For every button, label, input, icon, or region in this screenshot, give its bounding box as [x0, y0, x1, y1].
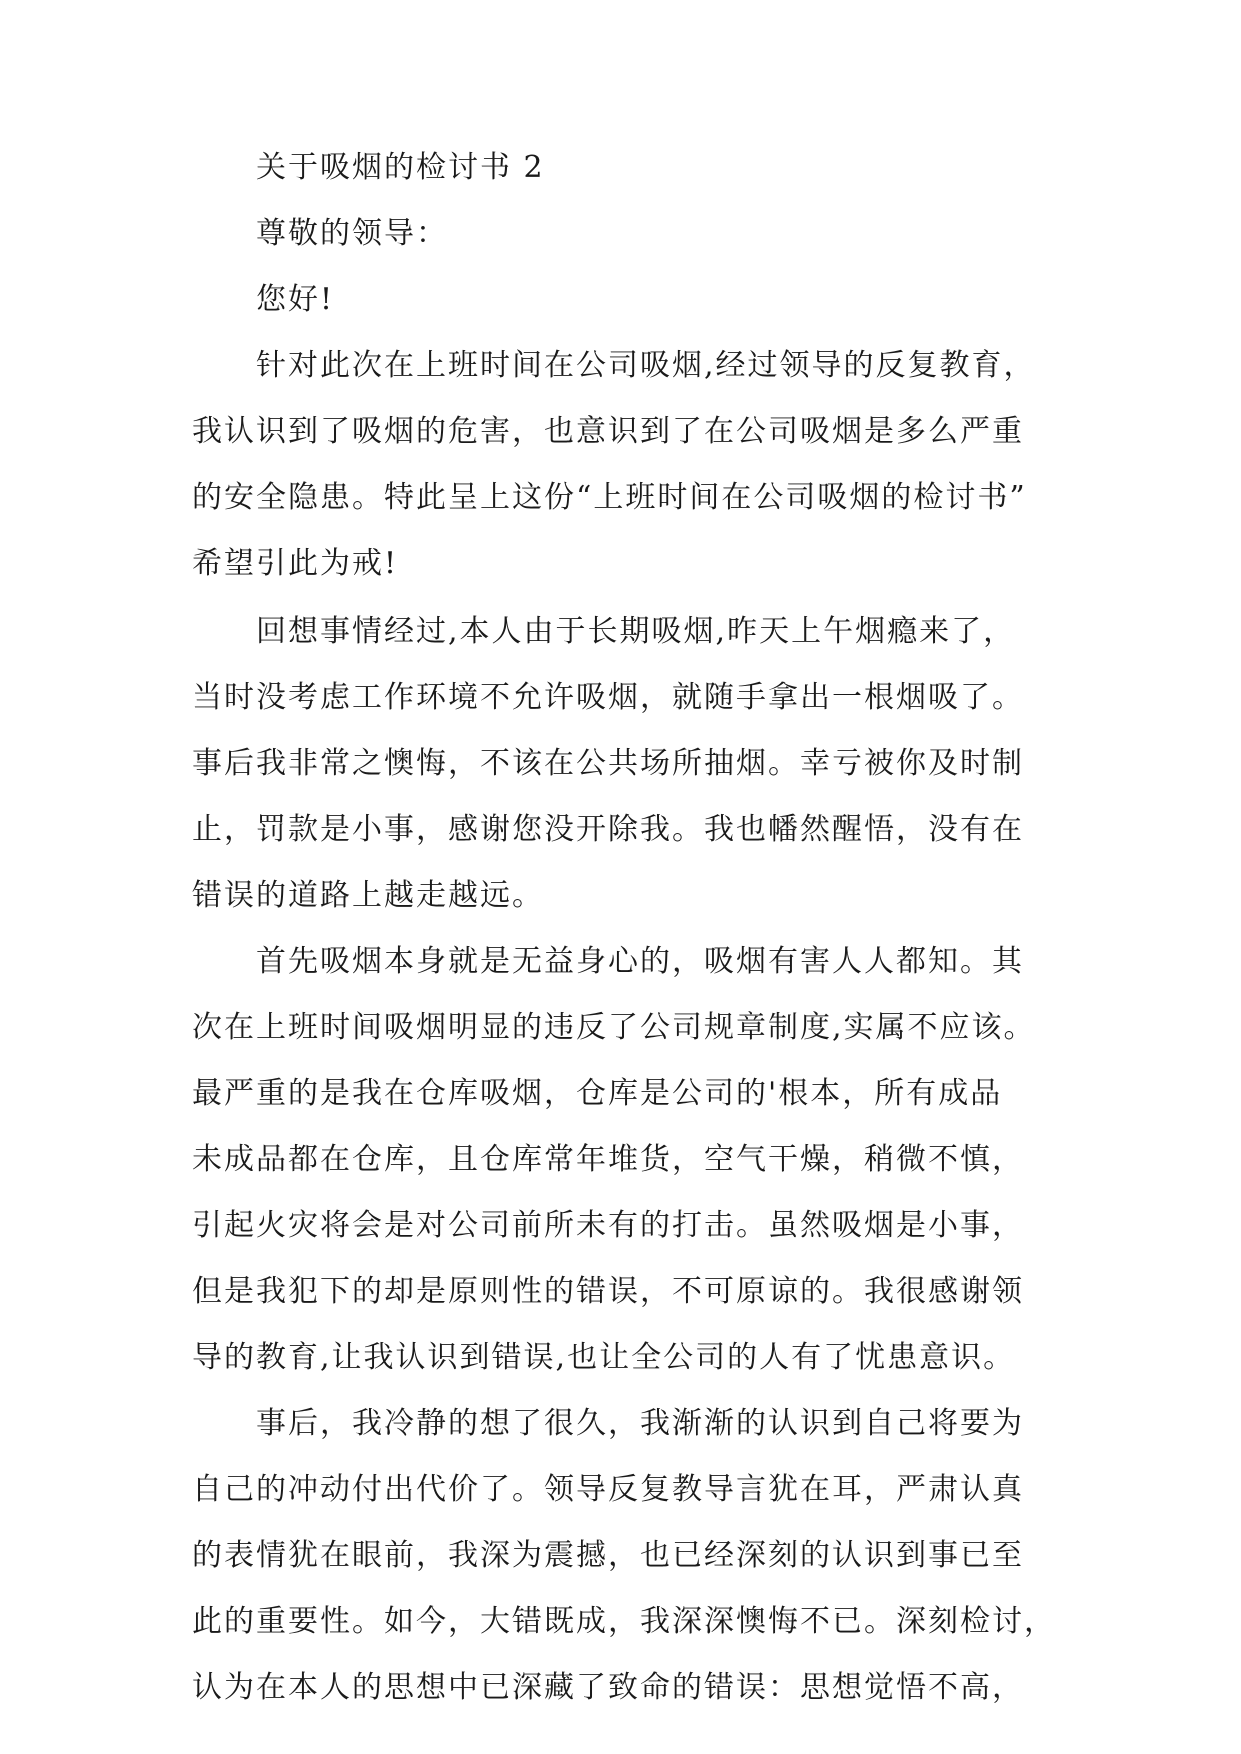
paragraph-3-line-6: 但是我犯下的却是原则性的错误，不可原谅的。我很感谢领: [192, 1274, 1024, 1309]
paragraph-1-line-1: 针对此次在上班时间在公司吸烟,经过领导的反复教育，: [256, 348, 1036, 383]
paragraph-4-line-1: 事后，我冷静的想了很久，我渐渐的认识到自己将要为: [256, 1406, 1024, 1441]
paragraph-3-line-5: 引起火灾将会是对公司前所未有的打击。虽然吸烟是小事，: [192, 1208, 1024, 1243]
paragraph-3-line-3: 最严重的是我在仓库吸烟，仓库是公司的'根本，所有成品: [192, 1076, 1003, 1111]
paragraph-1-line-4: 希望引此为戒!: [192, 546, 399, 581]
paragraph-3-line-4: 未成品都在仓库，且仓库常年堆货，空气干燥，稍微不慎，: [192, 1142, 1024, 1177]
paragraph-2-line-3: 事后我非常之懊悔，不该在公共场所抽烟。幸亏被你及时制: [192, 746, 1024, 781]
paragraph-1-line-3: 的安全隐患。特此呈上这份“上班时间在公司吸烟的检讨书”: [192, 480, 1027, 515]
paragraph-4-line-2: 自己的冲动付出代价了。领导反复教导言犹在耳，严肃认真: [192, 1472, 1024, 1507]
paragraph-2-line-4: 止，罚款是小事，感谢您没开除我。我也幡然醒悟，没有在: [192, 812, 1024, 847]
paragraph-2-line-2: 当时没考虑工作环境不允许吸烟，就随手拿出一根烟吸了。: [192, 680, 1024, 715]
paragraph-3-line-7: 导的教育,让我认识到错误,也让全公司的人有了忧患意识。: [192, 1340, 1016, 1375]
paragraph-2-line-5: 错误的道路上越走越远。: [192, 878, 544, 913]
paragraph-1-line-2: 我认识到了吸烟的危害，也意识到了在公司吸烟是多么严重: [192, 414, 1024, 449]
paragraph-4-line-5: 认为在本人的思想中已深藏了致命的错误：思想觉悟不高，: [192, 1670, 1024, 1705]
paragraph-4-line-3: 的表情犹在眼前，我深为震撼，也已经深刻的认识到事已至: [192, 1538, 1024, 1573]
paragraph-4-line-4: 此的重要性。如今，大错既成，我深深懊悔不已。深刻检讨，: [192, 1604, 1056, 1639]
greeting: 您好!: [256, 282, 335, 317]
document-title: 关于吸烟的检讨书 2: [256, 150, 545, 185]
salutation: 尊敬的领导：: [256, 216, 448, 251]
paragraph-3-line-2: 次在上班时间吸烟明显的违反了公司规章制度,实属不应该。: [192, 1010, 1036, 1045]
paragraph-3-line-1: 首先吸烟本身就是无益身心的，吸烟有害人人都知。其: [256, 944, 1024, 979]
paragraph-2-line-1: 回想事情经过,本人由于长期吸烟,昨天上午烟瘾来了，: [256, 614, 1016, 649]
